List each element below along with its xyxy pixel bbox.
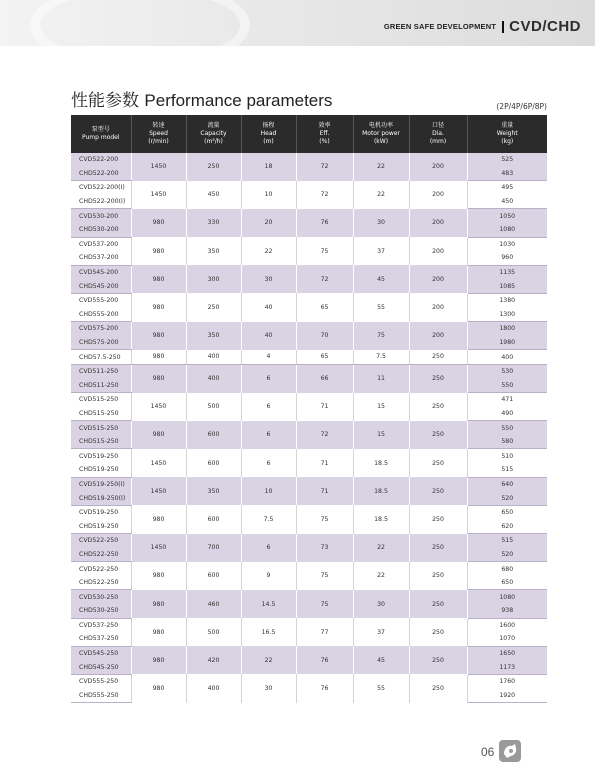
speed-cell: 980 (131, 674, 186, 702)
table-row (71, 237, 547, 251)
capacity-cell: 400 (186, 350, 241, 365)
capacity-cell: 250 (186, 153, 241, 181)
motor-power-cell: 15 (353, 421, 409, 449)
column-header-unit: (m³/h) (204, 138, 223, 145)
column-header-en: Dia. (432, 130, 444, 137)
capacity-cell: 700 (186, 534, 241, 562)
speed-cell: 980 (131, 237, 186, 265)
weight-cell: 1600 (467, 618, 547, 632)
model-cell: CHD57.5-250 (71, 350, 131, 365)
head-cell: 30 (241, 265, 296, 293)
table-row (71, 153, 547, 167)
weight-cell: 520 (467, 491, 547, 505)
weight-cell: 938 (467, 604, 547, 618)
page-title-zh: 性能参数 (71, 91, 139, 111)
speed-cell: 1450 (131, 477, 186, 505)
motor-power-cell: 45 (353, 646, 409, 674)
motor-power-cell: 22 (353, 153, 409, 181)
top-banner (0, 0, 595, 46)
diameter-cell: 250 (409, 562, 467, 590)
weight-cell: 550 (467, 379, 547, 393)
column-header-zh: 电机功率 (368, 122, 393, 129)
weight-cell: 1980 (467, 336, 547, 350)
weight-cell: 471 (467, 393, 547, 407)
model-cell: CHD530-250 (71, 604, 131, 618)
decorative-swirl (30, 0, 250, 70)
table-row (71, 421, 547, 435)
diameter-cell: 250 (409, 646, 467, 674)
efficiency-cell: 76 (296, 209, 353, 237)
column-header-en: Eff. (319, 130, 330, 137)
table-row (71, 590, 547, 604)
motor-power-cell: 55 (353, 674, 409, 702)
speed-cell: 1450 (131, 393, 186, 421)
model-cell: CHD515-250 (71, 407, 131, 421)
weight-cell: 650 (467, 576, 547, 590)
model-cell: CVD537-250 (71, 618, 131, 632)
weight-cell: 680 (467, 562, 547, 576)
model-cell: CVD537-200 (71, 237, 131, 251)
efficiency-cell: 77 (296, 618, 353, 646)
motor-power-cell: 7.5 (353, 350, 409, 365)
diameter-cell: 200 (409, 265, 467, 293)
capacity-cell: 450 (186, 181, 241, 209)
efficiency-cell: 75 (296, 505, 353, 533)
head-cell: 14.5 (241, 590, 296, 618)
column-header-en: Head (260, 130, 277, 137)
table-row (71, 393, 547, 407)
speed-cell: 1450 (131, 534, 186, 562)
column-header (131, 115, 186, 153)
model-cell: CVD555-250 (71, 674, 131, 688)
motor-power-cell: 18.5 (353, 449, 409, 477)
model-cell: CVD522-200 (71, 153, 131, 167)
weight-cell: 1030 (467, 237, 547, 251)
model-cell: CVD519-250(I) (71, 477, 131, 491)
page-title-en: Performance parameters (144, 91, 333, 110)
column-header-zh: 泵型号 (91, 126, 110, 133)
table-row (71, 674, 547, 688)
table-row (71, 477, 547, 491)
capacity-cell: 350 (186, 477, 241, 505)
table-row (71, 181, 547, 195)
weight-cell: 1300 (467, 308, 547, 322)
head-cell: 22 (241, 646, 296, 674)
efficiency-cell: 66 (296, 364, 353, 392)
diameter-cell: 250 (409, 477, 467, 505)
head-cell: 40 (241, 293, 296, 321)
efficiency-cell: 72 (296, 181, 353, 209)
table-row (71, 265, 547, 279)
capacity-cell: 460 (186, 590, 241, 618)
motor-power-cell: 55 (353, 293, 409, 321)
efficiency-cell: 71 (296, 449, 353, 477)
weight-cell: 530 (467, 364, 547, 378)
model-cell: CHD522-200(I) (71, 195, 131, 209)
efficiency-cell: 72 (296, 265, 353, 293)
model-cell: CHD515-250 (71, 435, 131, 449)
model-cell: CHD519-250(I) (71, 491, 131, 505)
column-header (296, 115, 353, 153)
table-row (71, 646, 547, 660)
column-header-unit: (%) (319, 138, 330, 145)
diameter-cell: 200 (409, 293, 467, 321)
efficiency-cell: 75 (296, 590, 353, 618)
speed-cell: 980 (131, 421, 186, 449)
efficiency-cell: 71 (296, 477, 353, 505)
model-cell: CVD515-250 (71, 421, 131, 435)
model-cell: CVD545-250 (71, 646, 131, 660)
model-cell: CHD522-200 (71, 167, 131, 181)
speed-cell: 1450 (131, 181, 186, 209)
brand-separator (502, 21, 504, 33)
table-row (71, 364, 547, 378)
diameter-cell: 200 (409, 322, 467, 350)
weight-cell: 960 (467, 251, 547, 265)
weight-cell: 520 (467, 548, 547, 562)
motor-power-cell: 30 (353, 590, 409, 618)
weight-cell: 483 (467, 167, 547, 181)
model-cell: CVD522-200(I) (71, 181, 131, 195)
weight-cell: 640 (467, 477, 547, 491)
head-cell: 30 (241, 674, 296, 702)
weight-cell: 1080 (467, 590, 547, 604)
model-cell: CHD575-200 (71, 336, 131, 350)
column-header-unit: (r/min) (148, 138, 169, 145)
diameter-cell: 200 (409, 181, 467, 209)
model-cell: CHD530-200 (71, 223, 131, 237)
motor-power-cell: 15 (353, 393, 409, 421)
motor-power-cell: 22 (353, 181, 409, 209)
column-header (241, 115, 296, 153)
efficiency-cell: 72 (296, 153, 353, 181)
capacity-cell: 420 (186, 646, 241, 674)
weight-cell: 550 (467, 421, 547, 435)
head-cell: 20 (241, 209, 296, 237)
model-cell: CHD522-250 (71, 548, 131, 562)
speed-cell: 980 (131, 618, 186, 646)
table-row (71, 449, 547, 463)
column-header-zh: 扬程 (262, 122, 275, 129)
diameter-cell: 250 (409, 364, 467, 392)
diameter-cell: 250 (409, 421, 467, 449)
head-cell: 18 (241, 153, 296, 181)
capacity-cell: 300 (186, 265, 241, 293)
weight-cell: 1800 (467, 322, 547, 336)
head-cell: 6 (241, 534, 296, 562)
model-cell: CHD555-200 (71, 308, 131, 322)
table-body (71, 153, 547, 703)
speed-cell: 980 (131, 505, 186, 533)
motor-power-cell: 30 (353, 209, 409, 237)
weight-cell: 1050 (467, 209, 547, 223)
model-cell: CVD575-200 (71, 322, 131, 336)
weight-cell: 1070 (467, 632, 547, 646)
speed-cell: 1450 (131, 449, 186, 477)
motor-power-cell: 37 (353, 618, 409, 646)
brand-tagline: GREEN SAFE DEVELOPMENT (383, 22, 497, 31)
capacity-cell: 600 (186, 421, 241, 449)
brand-logo: CVD/CHD (509, 18, 581, 35)
capacity-cell: 400 (186, 364, 241, 392)
table-row (71, 209, 547, 223)
speed-cell: 1450 (131, 153, 186, 181)
speed-cell: 980 (131, 350, 186, 365)
capacity-cell: 350 (186, 237, 241, 265)
capacity-cell: 400 (186, 674, 241, 702)
column-header (353, 115, 409, 153)
model-cell: CHD545-200 (71, 279, 131, 293)
speed-cell: 980 (131, 364, 186, 392)
head-cell: 6 (241, 393, 296, 421)
column-header (467, 115, 547, 153)
diameter-cell: 250 (409, 350, 467, 365)
model-cell: CHD545-250 (71, 660, 131, 674)
weight-cell: 1760 (467, 674, 547, 688)
motor-power-cell: 22 (353, 534, 409, 562)
efficiency-cell: 72 (296, 421, 353, 449)
capacity-cell: 330 (186, 209, 241, 237)
efficiency-cell: 65 (296, 350, 353, 365)
diameter-cell: 250 (409, 534, 467, 562)
head-cell: 6 (241, 364, 296, 392)
capacity-cell: 500 (186, 618, 241, 646)
model-cell: CVD530-250 (71, 590, 131, 604)
column-header-en: Capacity (200, 130, 227, 137)
weight-cell: 450 (467, 195, 547, 209)
motor-power-cell: 75 (353, 322, 409, 350)
motor-power-cell: 37 (353, 237, 409, 265)
column-header-unit: (kg) (501, 138, 514, 145)
head-cell: 7.5 (241, 505, 296, 533)
model-cell: CVD522-250 (71, 534, 131, 548)
capacity-cell: 350 (186, 322, 241, 350)
model-cell: CVD522-250 (71, 562, 131, 576)
brand-block (384, 18, 581, 35)
efficiency-cell: 65 (296, 293, 353, 321)
performance-table (71, 115, 547, 703)
weight-cell: 1085 (467, 279, 547, 293)
efficiency-cell: 75 (296, 237, 353, 265)
weight-cell: 515 (467, 534, 547, 548)
speed-cell: 980 (131, 293, 186, 321)
motor-power-cell: 18.5 (353, 505, 409, 533)
weight-cell: 1380 (467, 293, 547, 307)
weight-cell: 490 (467, 407, 547, 421)
head-cell: 10 (241, 477, 296, 505)
motor-power-cell: 18.5 (353, 477, 409, 505)
capacity-cell: 600 (186, 505, 241, 533)
head-cell: 6 (241, 421, 296, 449)
capacity-cell: 500 (186, 393, 241, 421)
table-row (71, 322, 547, 336)
diameter-cell: 200 (409, 209, 467, 237)
page-number: 06 (481, 745, 495, 759)
column-header-en: Speed (149, 130, 168, 137)
model-cell: CVD519-250 (71, 505, 131, 519)
weight-cell: 1080 (467, 223, 547, 237)
model-cell: CVD530-200 (71, 209, 131, 223)
head-cell: 40 (241, 322, 296, 350)
column-header-unit: (mm) (429, 138, 447, 145)
efficiency-cell: 70 (296, 322, 353, 350)
column-header-zh: 转速 (152, 122, 165, 129)
weight-cell: 510 (467, 449, 547, 463)
diameter-cell: 250 (409, 393, 467, 421)
speed-cell: 980 (131, 562, 186, 590)
poles-note: (2P/4P/6P/8P) (496, 102, 547, 111)
diameter-cell: 200 (409, 153, 467, 181)
column-header-zh: 流量 (207, 122, 220, 129)
motor-power-cell: 45 (353, 265, 409, 293)
pump-logo-icon (499, 740, 521, 762)
weight-cell: 400 (467, 350, 547, 365)
table-row (71, 293, 547, 307)
weight-cell: 1650 (467, 646, 547, 660)
column-header-en: Weight (496, 130, 518, 137)
capacity-cell: 600 (186, 449, 241, 477)
model-cell: CVD519-250 (71, 449, 131, 463)
table-row (71, 350, 547, 365)
weight-cell: 495 (467, 181, 547, 195)
speed-cell: 980 (131, 265, 186, 293)
weight-cell: 580 (467, 435, 547, 449)
weight-cell: 650 (467, 505, 547, 519)
table-row (71, 618, 547, 632)
efficiency-cell: 76 (296, 674, 353, 702)
diameter-cell: 250 (409, 505, 467, 533)
diameter-cell: 200 (409, 237, 467, 265)
model-cell: CHD519-250 (71, 519, 131, 533)
efficiency-cell: 75 (296, 562, 353, 590)
page-title (71, 86, 332, 111)
model-cell: CHD511-250 (71, 379, 131, 393)
column-header-zh: 效率 (318, 122, 331, 129)
table-row (71, 562, 547, 576)
head-cell: 6 (241, 449, 296, 477)
capacity-cell: 600 (186, 562, 241, 590)
model-cell: CHD555-250 (71, 689, 131, 703)
column-header (71, 115, 131, 153)
motor-power-cell: 11 (353, 364, 409, 392)
motor-power-cell: 22 (353, 562, 409, 590)
column-header-unit: (m) (263, 138, 274, 145)
column-header-en: Pump model (81, 134, 120, 141)
column-header (186, 115, 241, 153)
diameter-cell: 250 (409, 590, 467, 618)
model-cell: CVD555-200 (71, 293, 131, 307)
head-cell: 22 (241, 237, 296, 265)
speed-cell: 980 (131, 646, 186, 674)
weight-cell: 1135 (467, 265, 547, 279)
column-header-unit: (kW) (373, 138, 389, 145)
weight-cell: 1920 (467, 689, 547, 703)
column-header-en: Motor power (362, 130, 400, 137)
weight-cell: 515 (467, 463, 547, 477)
head-cell: 16.5 (241, 618, 296, 646)
column-header (409, 115, 467, 153)
model-cell: CHD519-250 (71, 463, 131, 477)
model-cell: CVD511-250 (71, 364, 131, 378)
table-header-row (71, 115, 547, 153)
efficiency-cell: 71 (296, 393, 353, 421)
weight-cell: 1173 (467, 660, 547, 674)
model-cell: CHD522-250 (71, 576, 131, 590)
model-cell: CHD537-250 (71, 632, 131, 646)
column-header-zh: 口径 (431, 122, 444, 129)
head-cell: 9 (241, 562, 296, 590)
column-header-zh: 重量 (501, 122, 514, 129)
diameter-cell: 250 (409, 674, 467, 702)
table-row (71, 505, 547, 519)
model-cell: CVD515-250 (71, 393, 131, 407)
speed-cell: 980 (131, 322, 186, 350)
head-cell: 4 (241, 350, 296, 365)
weight-cell: 525 (467, 153, 547, 167)
head-cell: 10 (241, 181, 296, 209)
table-row (71, 534, 547, 548)
efficiency-cell: 73 (296, 534, 353, 562)
diameter-cell: 250 (409, 449, 467, 477)
diameter-cell: 250 (409, 618, 467, 646)
capacity-cell: 250 (186, 293, 241, 321)
model-cell: CVD545-200 (71, 265, 131, 279)
speed-cell: 980 (131, 209, 186, 237)
efficiency-cell: 76 (296, 646, 353, 674)
speed-cell: 980 (131, 590, 186, 618)
model-cell: CHD537-200 (71, 251, 131, 265)
weight-cell: 620 (467, 519, 547, 533)
